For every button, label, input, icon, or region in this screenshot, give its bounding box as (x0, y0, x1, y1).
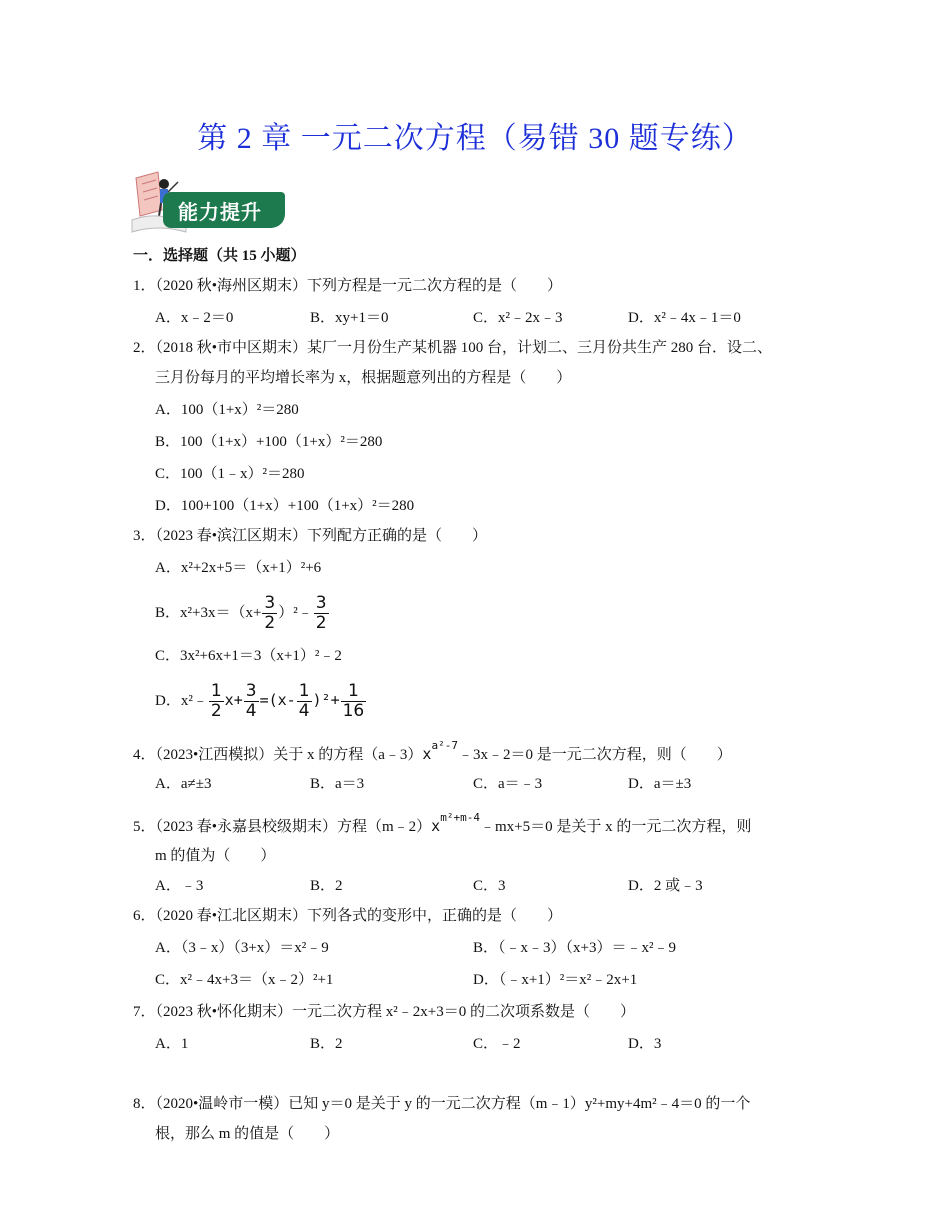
q3-option-a: A．x²+2x+5＝（x+1）²+6 (155, 560, 322, 576)
question-2-stem-2: 三月份每月的平均增长率为 x，根据题意列出的方程是（ ） (155, 370, 572, 386)
q6-option-a: A．（3﹣x）（3+x）＝x²﹣9 (155, 940, 329, 956)
q4-option-c: C．a＝﹣3 (473, 776, 543, 792)
question-2-stem-1: 2．（2018 秋•市中区期末）某厂一月份生产某机器 100 台，计划二、三月份共生产 280 台．设二、 (133, 340, 773, 356)
q5-option-c: C．3 (473, 878, 506, 894)
q5-option-b: B．2 (310, 878, 343, 894)
q2-option-a: A．100（1+x）²＝280 (155, 402, 299, 418)
question-5-stem-2: m 的值为（ ） (155, 848, 276, 864)
q6-option-b: B．（﹣x﹣3）（x+3）＝﹣x²﹣9 (473, 940, 676, 956)
question-3-stem: 3．（2023 春•滨江区期末）下列配方正确的是（ ） (133, 528, 488, 544)
q2-option-c: C．100（1﹣x）²＝280 (155, 466, 305, 482)
q4-option-d: D．a＝±3 (628, 776, 692, 792)
q7-option-d: D．3 (628, 1036, 662, 1052)
q7-option-c: C．﹣2 (473, 1036, 521, 1052)
q1-option-a: A．x﹣2＝0 (155, 310, 234, 326)
q3-option-b: B．x²+3x＝（x+ $\frac{3}{2}$ ）²﹣ $\frac{3}{2}$ (155, 593, 327, 633)
q7-option-a: A．1 (155, 1036, 189, 1052)
q5-option-a: A．﹣3 (155, 878, 204, 894)
q1-option-c: C．x²﹣2x﹣3 (473, 310, 563, 326)
q2-option-b: B．100（1+x）+100（1+x）²＝280 (155, 434, 383, 450)
fraction: $\frac{1}{2}$ (210, 681, 222, 721)
fraction: $\frac{3}{4}$ (245, 681, 257, 721)
q5-option-d: D．2 或﹣3 (628, 878, 703, 894)
fraction: $\frac{3}{2}$ (315, 593, 327, 633)
question-7-stem: 7．（2023 秋•怀化期末）一元二次方程 x²﹣2x+3＝0 的二次项系数是（ ） (133, 1004, 635, 1020)
q1-option-b: B．xy+1＝0 (310, 310, 389, 326)
q7-option-b: B．2 (310, 1036, 343, 1052)
fraction: $\frac{1}{16}$ (342, 681, 365, 721)
q6-option-c: C．x²﹣4x+3＝（x﹣2）²+1 (155, 972, 334, 988)
q4-option-b: B．a＝3 (310, 776, 365, 792)
q1-option-d: D．x²﹣4x﹣1＝0 (628, 310, 741, 326)
section-heading: 一．选择题（共 15 小题） (133, 248, 306, 264)
question-8-stem-1: 8．（2020•温岭市一模）已知 y＝0 是关于 y 的一元二次方程（m﹣1）y²+my+4m²﹣4＝0 的一个 (133, 1096, 751, 1112)
q3-option-d: D．x²﹣ $\frac{1}{2}$ x+ $\frac{3}{4}$ =(x- $\frac{1}{4}$ )²+ $\frac{1}{16}$ (155, 681, 365, 721)
q6-option-d: D．（﹣x+1）²＝x²﹣2x+1 (473, 972, 638, 988)
question-6-stem: 6．（2020 春•江北区期末）下列各式的变形中，正确的是（ ） (133, 908, 563, 924)
page-title: 第 2 章 一元二次方程（易错 30 题专练） (197, 122, 753, 155)
fraction: $\frac{1}{4}$ (298, 681, 310, 721)
question-1-stem: 1．（2020 秋•海州区期末）下列方程是一元二次方程的是（ ） (133, 278, 563, 294)
q4-option-a: A．a≠±3 (155, 776, 212, 792)
question-4-stem: 4．（2023•江西模拟）关于 x 的方程$(a﹣3)x^{a^2-7}﹣3x﹣2=0$ 是一元二次方程，则（ ） (133, 739, 732, 763)
fraction: $\frac{3}{2}$ (264, 593, 276, 633)
badge-text: 能力提升 (178, 200, 262, 224)
question-5-stem: 5．（2023 春•永嘉县校级期末）方程$(m﹣2)x^{m^2+m-4}﹣mx+5=0$ 是关于 x 的一元二次方程，则 (133, 811, 752, 835)
q2-option-d: D．100+100（1+x）+100（1+x）²＝280 (155, 498, 415, 514)
q3-option-c: C．3x²+6x+1＝3（x+1）²﹣2 (155, 648, 342, 664)
question-8-stem-2: 根，那么 m 的值是（ ） (155, 1126, 340, 1142)
ability-badge (128, 170, 288, 234)
